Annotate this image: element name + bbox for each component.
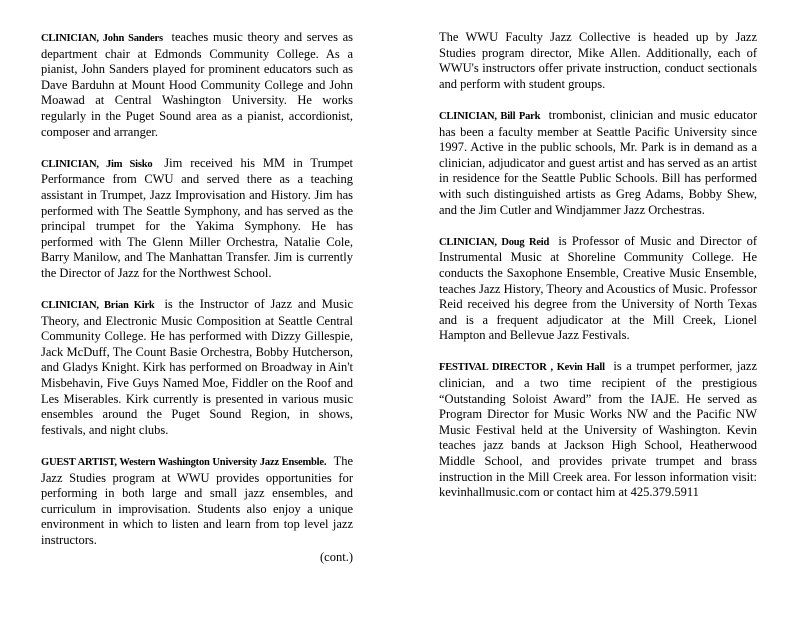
bio-wwu-jazz-ensemble — [41, 454, 353, 549]
bio-brian-kirk — [41, 297, 353, 438]
bio-text: The Jazz Studies program at WWU provides opportunities for performing in both large and small jazz ensembles, and curriculum in improvisation. Students also enjoy a unique environment in which to listen and learn from top level jazz instructors. — [41, 454, 354, 547]
bio-text: is Professor of Music and Director of Instrumental Music at Shoreline Community College. He conducts the Saxophone Ensemble, Creative Music Ensemble, teaches Jazz History, Theory and Acoustics of Music. Professor Reid received his degree from the University of North Texas and is a frequent adjudicator at the Mill Creek, Lionel Hampton and Bellevue Jazz Festivals. — [439, 233, 757, 343]
bio-heading: CLINICIAN, Brian Kirk — [41, 300, 155, 312]
bio-text: Jim received his MM in Trumpet Performance from CWU and served there as a teaching assistant in Trumpet, Jazz Improvisation and History. Jim has performed with The Seattle Symphony, and has served as the principal trumpet for the Yakima Symphony. He has performed with The Glenn Miller Orchestra, Natalie Cole, Barry Manilow, and The Manhattan Transfer. Jim is currently the Director of Jazz for the Northwest School. — [41, 155, 353, 280]
bio-heading: FESTIVAL DIRECTOR , Kevin Hall — [439, 362, 605, 374]
bio-text: is the Instructor of Jazz and Music Theory, and Electronic Music Composition at Seattle Central Community College. He has performed with Dizzy Gillespie, Jack McDuff, The Count Basie Orchestra, Bobby Hutcherson, and Gladys Knight. Kirk has performed on Broadway in Ain't Misbehavin, Five Guys Named Moe, Fiddler on the Roof and Les Miserables. Kirk currently is presented in various music ensembles around the Puget Sound Region, in shows, festivals, and night clubs. — [41, 297, 353, 437]
bio-bill-park — [439, 108, 757, 218]
bio-heading: CLINICIAN, Bill Park — [439, 110, 541, 122]
continued-label: (cont.) — [320, 550, 353, 565]
bio-jim-sisko — [41, 156, 353, 282]
right-column — [439, 30, 757, 516]
bio-heading: GUEST ARTIST, Western Washington University Jazz Ensemble. — [41, 457, 327, 469]
bio-kevin-hall — [439, 359, 757, 500]
left-column — [41, 30, 353, 565]
bio-text: The WWU Faculty Jazz Collective is headed up by Jazz Studies program director, Mike Allen. Additionally, each of WWU's instructors offer private instruction, conduct sectionals and perform with student groups. — [439, 30, 757, 91]
bio-text: trombonist, clinician and music educator has been a faculty member at Seattle Pacific University since 1997. Active in the public schools, Mr. Park is in demand as a clinician, adjudicator and guest artist and has served as an artist in residence for the Seattle Public Schools. Bill has performed with such distinguished artists as Greg Adams, Bobby Shew, and the Jim Cutler and Windjammer Jazz Orchestras. — [439, 107, 757, 217]
bio-text: teaches music theory and serves as department chair at Edmonds Community College. As a pianist, John Sanders played for prominent educators such as Dave Barduhn at Mount Hood Community College and John Moawad at Central Washington University. He works regularly in the Puget Sound area as a pianist, accordionist, composer and arranger. — [41, 30, 354, 139]
bio-text: is a trumpet performer, jazz clinician, and a two time recipient of the prestigious “Outstanding Soloist Award” from the IAJE. He served as Program Director for Music Works NW and the Pacific NW Music Festival held at the University of Washington. Kevin teaches jazz bands at Jackson High School, Heatherwood Middle School, and provides private trumpet and brass instruction in the Mill Creek area. For lesson information visit: kevinhallmusic.com or contact him at 425.379.5911 — [439, 359, 758, 500]
wwu-faculty-paragraph — [439, 30, 757, 92]
bio-doug-reid — [439, 234, 757, 344]
bio-heading: CLINICIAN, John Sanders — [41, 33, 163, 44]
bio-heading: CLINICIAN, Doug Reid — [439, 236, 550, 248]
bio-john-sanders — [41, 30, 353, 140]
bio-heading: CLINICIAN, Jim Sisko — [41, 158, 153, 170]
